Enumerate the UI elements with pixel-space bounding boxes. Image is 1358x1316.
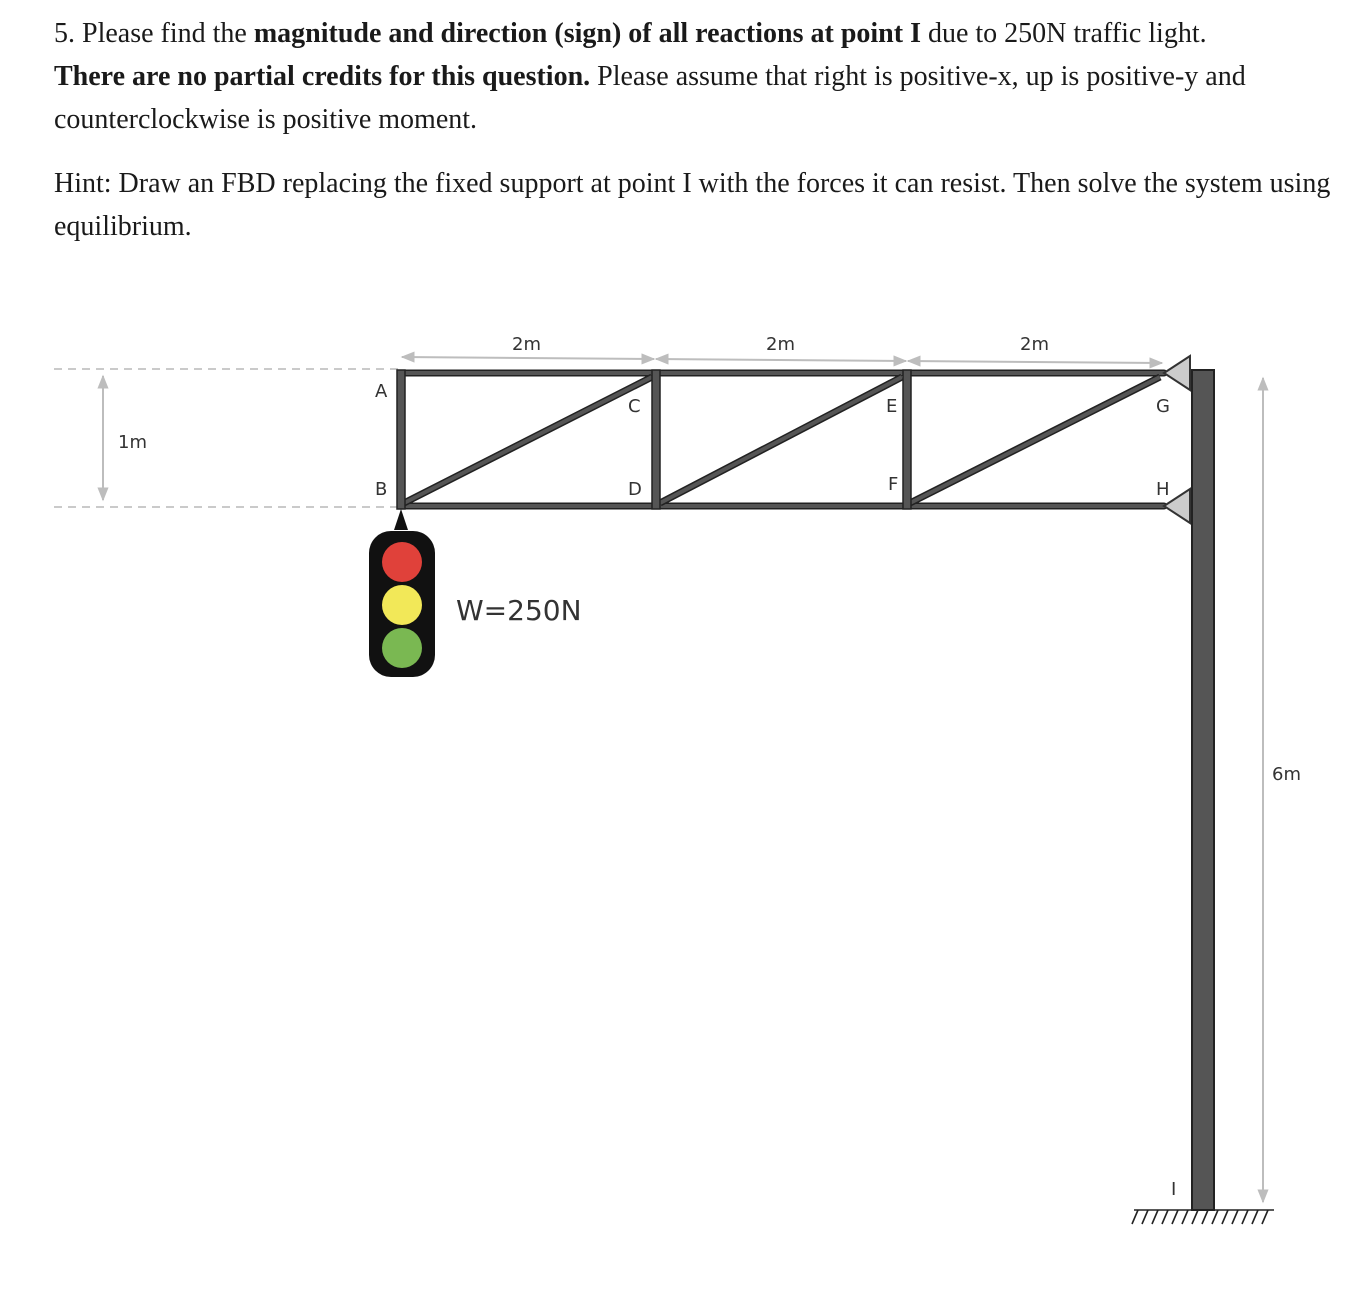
diagonal-DE xyxy=(660,377,902,503)
hint-text: Hint: Draw an FBD replacing the fixed support at point I with the forces it can resist. Then solve the system using equilibrium. xyxy=(54,168,1331,242)
node-label-E: E xyxy=(886,396,898,417)
hatch-line xyxy=(1262,1210,1268,1224)
dimension-label-6m: 6m xyxy=(1272,764,1301,785)
node-label-G: G xyxy=(1156,396,1170,417)
hatch-line xyxy=(1242,1210,1248,1224)
vertical-CD xyxy=(652,370,660,509)
hatch-line xyxy=(1182,1210,1188,1224)
hatch-line xyxy=(1222,1210,1228,1224)
load-label: W=250N xyxy=(456,594,582,627)
dimension-label-span3: 2m xyxy=(1020,334,1049,355)
question-text-part: due to 250N traffic light. xyxy=(920,18,1207,49)
hatch-line xyxy=(1152,1210,1158,1224)
traffic-light-green xyxy=(382,628,422,668)
dimension-arrow-span3 xyxy=(908,361,1162,363)
vertical-EF xyxy=(903,370,911,509)
hatch-line xyxy=(1132,1210,1138,1224)
hatch-line xyxy=(1232,1210,1238,1224)
sign-convention-text: Please assume that right is positive-x, up is positive-y and counterclockwise is positive moment. xyxy=(54,61,1246,135)
node-label-D: D xyxy=(628,479,642,500)
dimension-arrow-span1 xyxy=(402,357,654,359)
node-label-I: I xyxy=(1171,1179,1177,1200)
hatch-line xyxy=(1142,1210,1148,1224)
traffic-light-yellow xyxy=(382,585,422,625)
traffic-light-icon xyxy=(369,509,435,677)
diagonal-FG xyxy=(910,377,1160,503)
dimension-arrow-span2 xyxy=(656,359,906,361)
node-label-A: A xyxy=(375,381,388,402)
question-number: 5. xyxy=(54,18,75,49)
dimension-label-1m: 1m xyxy=(118,432,147,453)
node-label-H: H xyxy=(1156,479,1170,500)
node-label-C: C xyxy=(628,396,641,417)
node-label-B: B xyxy=(375,479,388,500)
pole xyxy=(1192,370,1214,1210)
ground-hatch-icon xyxy=(1132,1210,1274,1224)
support-G-triangle xyxy=(1164,356,1190,390)
hatch-line xyxy=(1202,1210,1208,1224)
dimension-label-span1: 2m xyxy=(512,334,541,355)
truss-members xyxy=(397,370,1164,509)
diagonal-BC xyxy=(404,377,652,503)
hatch-line xyxy=(1162,1210,1168,1224)
hatch-line xyxy=(1192,1210,1198,1224)
hatch-line xyxy=(1252,1210,1258,1224)
question-emphasis: magnitude and direction (sign) of all reactions at point I xyxy=(253,18,921,49)
hatch-line xyxy=(1212,1210,1218,1224)
vertical-AB xyxy=(397,370,405,509)
traffic-light-red xyxy=(382,542,422,582)
question-text-part: Please find the xyxy=(75,18,254,49)
node-label-F: F xyxy=(888,474,899,495)
dimension-label-span2: 2m xyxy=(766,334,795,355)
no-partial-credit-notice: There are no partial credits for this question. xyxy=(54,61,591,92)
hatch-line xyxy=(1172,1210,1178,1224)
traffic-light-hanger xyxy=(394,509,408,530)
